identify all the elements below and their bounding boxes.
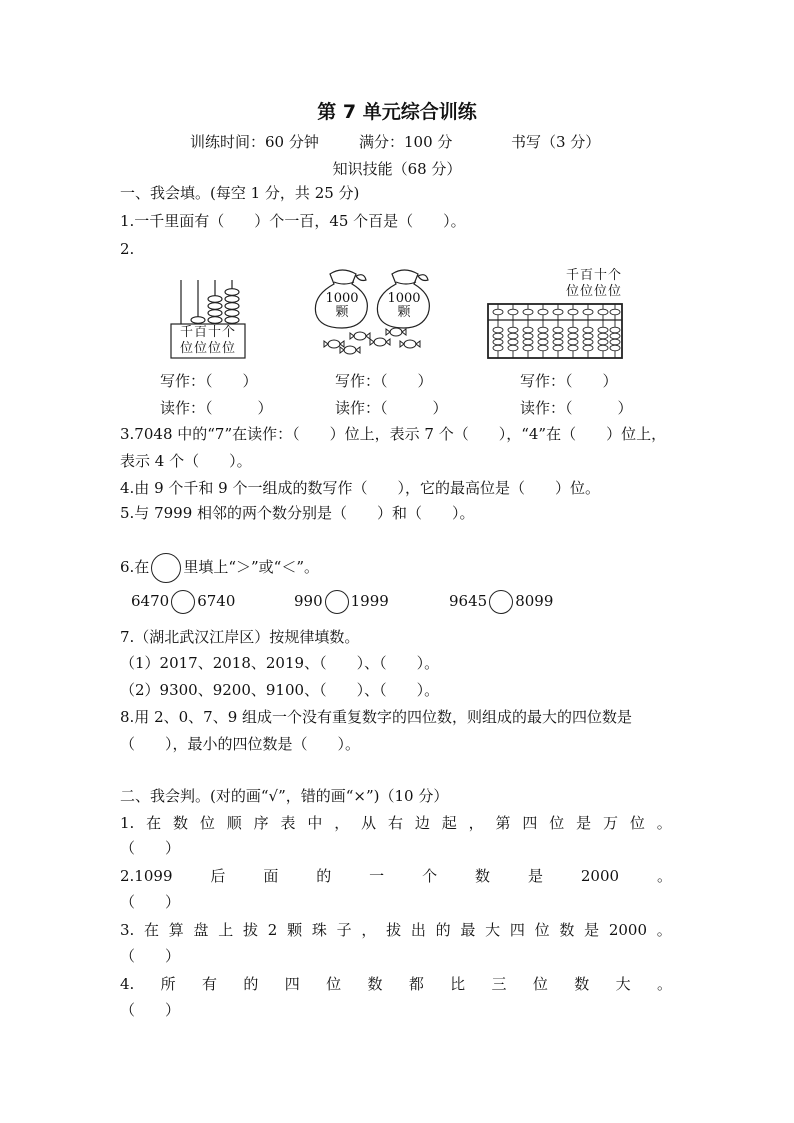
judge-token: 是	[576, 814, 592, 832]
judge-token: ，	[361, 921, 377, 939]
judge-answer-2[interactable]: （ ）	[120, 893, 181, 911]
judge-token: 的	[435, 921, 451, 939]
judge-token: 大	[615, 975, 631, 993]
page-title: 第 7 单元综合训练	[317, 101, 477, 123]
judge-token: 在	[146, 814, 162, 832]
q6-suffix: 里填上“＞”或“＜”。	[183, 558, 319, 576]
compare-right: 8099	[515, 592, 554, 610]
bag-right-unit: 颗	[397, 305, 411, 320]
judge-token: 比	[450, 975, 466, 993]
judge-token: 珠	[311, 921, 327, 939]
suanpan-figure	[486, 268, 626, 360]
question-1-1: 1.一千里面有（ ）个一百，45 个百是（ ）。	[120, 212, 466, 230]
judge-token: 四	[522, 814, 538, 832]
judge-token: 从	[361, 814, 377, 832]
judge-token: 是	[527, 867, 543, 885]
judge-token: 一	[369, 867, 385, 885]
judge-question-4	[120, 974, 672, 994]
candy-bags-figure	[312, 262, 440, 362]
question-1-7-2: （2）9300、9200、9100、（ ）、（ ）。	[120, 681, 440, 699]
judge-token: ，	[334, 814, 350, 832]
judge-token: 数	[559, 921, 575, 939]
judge-token: 数	[367, 975, 383, 993]
judge-token: 表	[280, 814, 296, 832]
judge-token: 算	[168, 921, 184, 939]
exam-time: 训练时间：60 分钟	[190, 133, 319, 151]
judge-question-2	[120, 866, 672, 886]
compare-left: 990	[294, 592, 323, 610]
read-answer-2[interactable]: 读作：（ ）	[335, 399, 448, 417]
judge-token: 上	[218, 921, 234, 939]
judge-token: 2	[267, 921, 278, 939]
exam-writing: 书写（3 分）	[511, 133, 601, 151]
write-answer-3[interactable]: 写作：（ ）	[520, 372, 618, 390]
compare-circle-input[interactable]	[489, 590, 513, 614]
judge-token: 顺	[226, 814, 242, 832]
compare-circle-input[interactable]	[171, 590, 195, 614]
question-1-2: 2.	[120, 240, 135, 258]
judge-token: 三	[491, 975, 507, 993]
judge-token: 数	[574, 975, 590, 993]
judge-token: 1.	[120, 814, 135, 832]
judge-token: 个	[422, 867, 438, 885]
compare-circle-icon	[151, 553, 181, 583]
judge-token: 2000	[608, 921, 648, 939]
judge-token: 右	[388, 814, 404, 832]
section1-heading: 一、我会填。(每空 1 分，共 25 分)	[120, 184, 360, 202]
judge-token: 拔	[386, 921, 402, 939]
question-1-8-line2: （ ），最小的四位数是（ ）。	[120, 735, 361, 753]
judge-token: 边	[414, 814, 430, 832]
compare-circle-input[interactable]	[325, 590, 349, 614]
judge-token: 。	[656, 814, 672, 832]
judge-token: 四	[284, 975, 300, 993]
compare-right: 1999	[350, 592, 389, 610]
bag-left-value: 1000	[325, 291, 359, 306]
judge-token: 四	[509, 921, 525, 939]
judge-token: 。	[656, 921, 672, 939]
judge-token: 都	[408, 975, 424, 993]
judge-question-1	[120, 813, 672, 833]
question-1-6	[120, 552, 319, 583]
section2-heading: 二、我会判。(对的画“√”，错的画“×”)（10 分）	[120, 787, 449, 805]
judge-token: 最	[460, 921, 476, 939]
judge-token: 起	[441, 814, 457, 832]
judge-answer-3[interactable]: （ ）	[120, 947, 181, 965]
question-1-3-line2: 表示 4 个（ ）。	[120, 452, 252, 470]
judge-token: 颗	[287, 921, 303, 939]
section-subtitle: 知识技能（68 分）	[332, 160, 462, 178]
abacus1-label-top: 千百十个	[179, 325, 236, 340]
judge-token: 面	[263, 867, 279, 885]
compare-left: 6470	[131, 592, 170, 610]
judge-token: ，	[468, 814, 484, 832]
exam-score: 满分：100 分	[359, 133, 453, 151]
judge-token: 是	[584, 921, 600, 939]
judge-token: 万	[603, 814, 619, 832]
judge-token: 拔	[243, 921, 259, 939]
question-1-3-line1: 3.7048 中的“7”在读作：（ ）位上，表示 7 个（ ），“4”在（ ）位上，	[120, 425, 667, 443]
read-answer-3[interactable]: 读作：（ ）	[520, 399, 633, 417]
write-answer-1[interactable]: 写作：（ ）	[160, 372, 258, 390]
judge-token: 。	[656, 867, 672, 885]
compare-left: 9645	[449, 592, 488, 610]
judge-token: 出	[410, 921, 426, 939]
judge-token: 位	[549, 814, 565, 832]
write-answer-2[interactable]: 写作：（ ）	[335, 372, 433, 390]
judge-token: 第	[495, 814, 511, 832]
judge-token: 的	[243, 975, 259, 993]
judge-token: 位	[534, 921, 550, 939]
bag-left-unit: 颗	[335, 305, 349, 320]
judge-token: 位	[629, 814, 645, 832]
question-1-7-1: （1）2017、2018、2019、（ ）、（ ）。	[120, 654, 440, 672]
compare-right: 6740	[197, 592, 236, 610]
judge-token: 2.1099	[120, 867, 173, 885]
judge-token: 。	[656, 975, 672, 993]
judge-token: 盘	[193, 921, 209, 939]
judge-token: 子	[336, 921, 352, 939]
abacus2-label-top: 千百十个	[565, 268, 622, 283]
judge-token: 在	[144, 921, 160, 939]
compare-item-3	[449, 589, 553, 614]
question-1-8-line1: 8.用 2、0、7、9 组成一个没有重复数字的四位数，则组成的最大的四位数是	[120, 708, 633, 726]
q6-prefix: 6.在	[120, 558, 150, 576]
judge-token: 位	[532, 975, 548, 993]
judge-token: 数	[173, 814, 189, 832]
judge-token: 有	[202, 975, 218, 993]
judge-answer-1[interactable]: （ ）	[120, 839, 181, 857]
question-1-5: 5.与 7999 相邻的两个数分别是（ ）和（ ）。	[120, 504, 475, 522]
compare-item-1	[131, 589, 235, 614]
bag-right-value: 1000	[387, 291, 421, 306]
question-1-7: 7.（湖北武汉江岸区）按规律填数。	[120, 628, 360, 646]
judge-token: 4.	[120, 975, 135, 993]
judge-token: 大	[485, 921, 501, 939]
judge-answer-4[interactable]: （ ）	[120, 1001, 181, 1019]
judge-token: 数	[475, 867, 491, 885]
judge-token: 位	[199, 814, 215, 832]
judge-token: 序	[253, 814, 269, 832]
compare-item-2	[294, 589, 389, 614]
judge-token: 中	[307, 814, 323, 832]
judge-token: 的	[316, 867, 332, 885]
judge-token: 位	[326, 975, 342, 993]
question-1-4: 4.由 9 个千和 9 个一组成的数写作（ ），它的最高位是（ ）位。	[120, 479, 600, 497]
judge-question-3	[120, 920, 672, 940]
judge-token: 3.	[120, 921, 135, 939]
abacus2-label-bottom: 位位位位	[565, 284, 622, 299]
judge-token: 2000	[580, 867, 620, 885]
abacus1-label-bottom: 位位位位	[179, 341, 236, 356]
judge-token: 所	[160, 975, 176, 993]
judge-token: 后	[210, 867, 226, 885]
read-answer-1[interactable]: 读作：（ ）	[160, 399, 273, 417]
counting-frame-figure	[168, 276, 248, 360]
